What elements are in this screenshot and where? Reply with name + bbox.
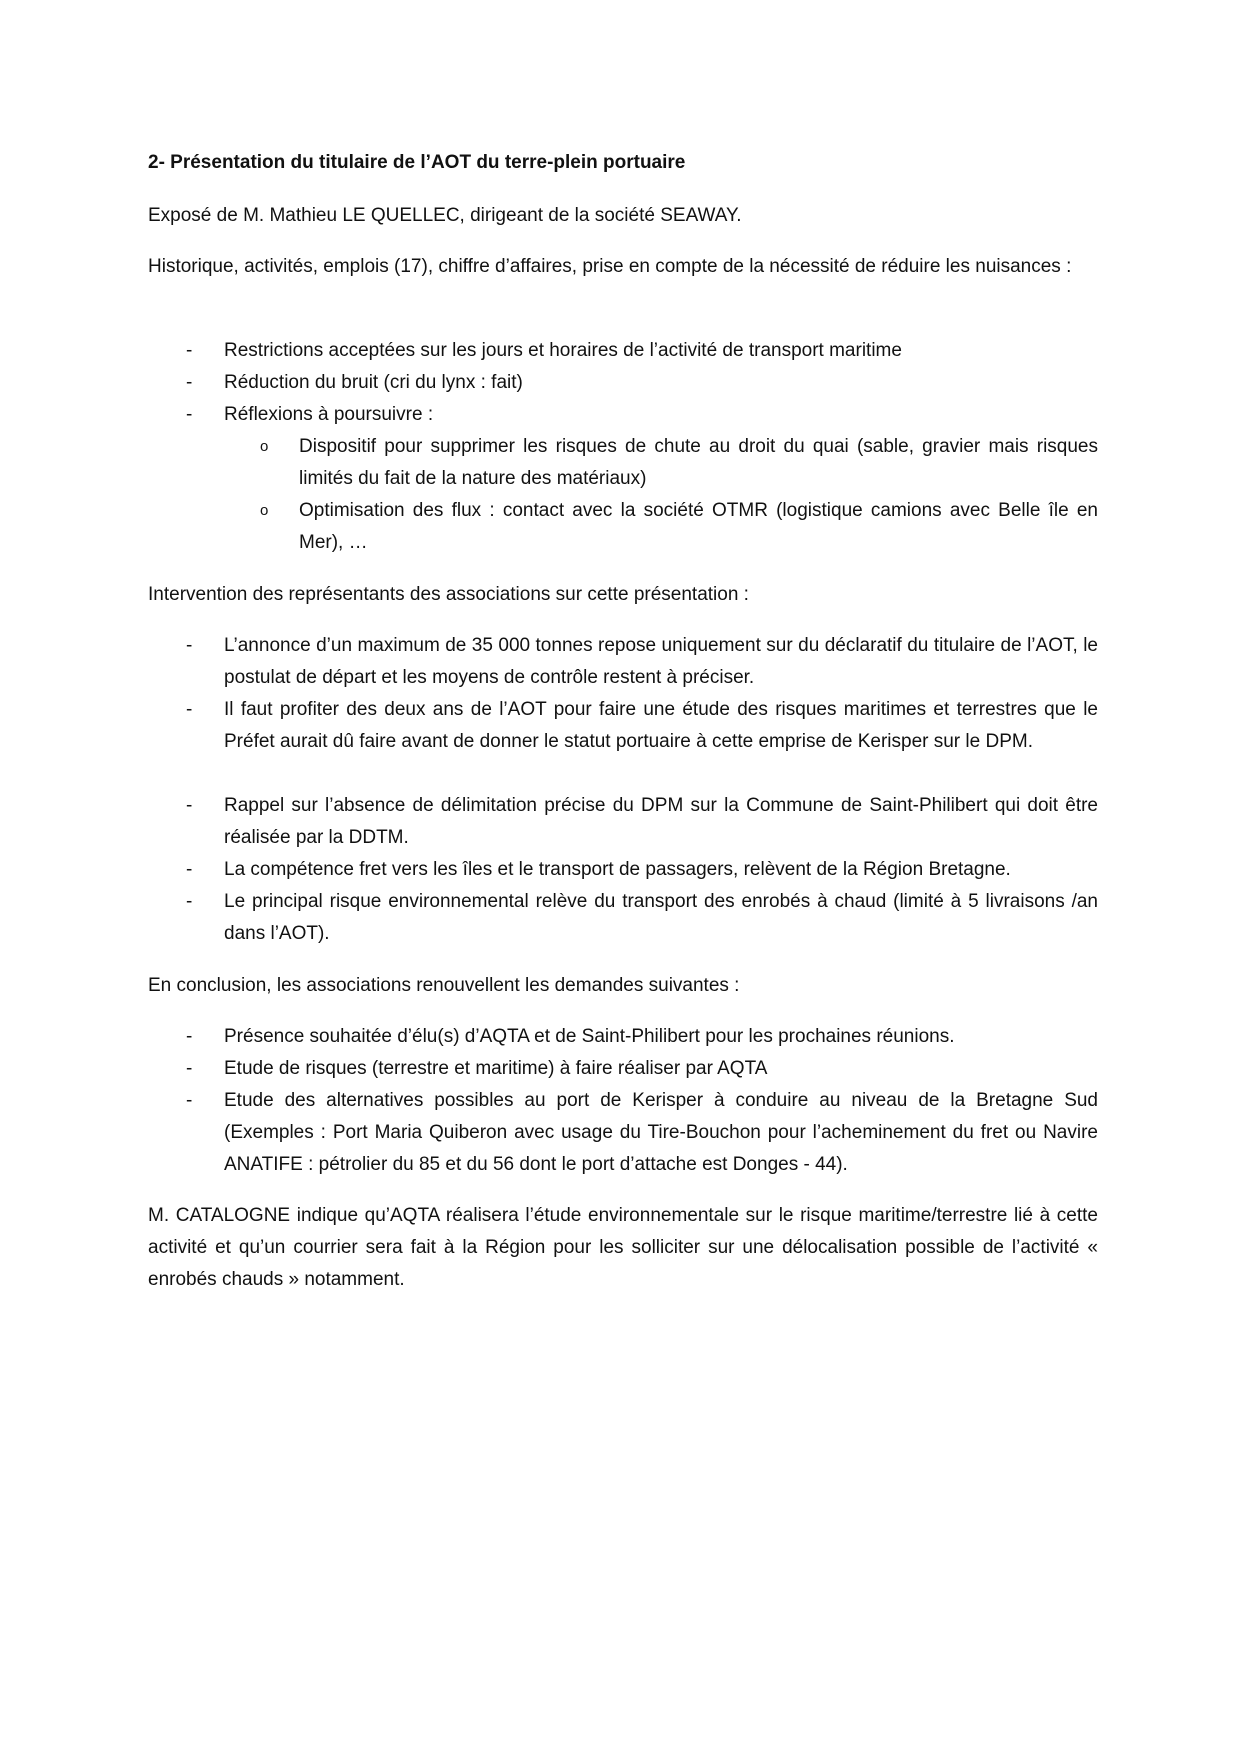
circle-bullet-icon: o xyxy=(260,502,269,519)
section-heading: 2- Présentation du titulaire de l’AOT du terre-plein portuaire xyxy=(148,152,686,173)
dash-bullet-icon: - xyxy=(186,1026,193,1047)
dash-bullet-icon: - xyxy=(186,795,193,816)
interventions-intro: Intervention des représentants des associations sur cette présentation : xyxy=(148,584,749,605)
history-paragraph: Historique, activités, emplois (17), chiffre d’affaires, prise en compte de la nécessité de réduire les nuisances : xyxy=(148,256,1072,277)
dash-bullet-icon: - xyxy=(186,1090,193,1111)
intro-paragraph: Exposé de M. Mathieu LE QUELLEC, dirigeant de la société SEAWAY. xyxy=(148,205,742,226)
conclusion-intro: En conclusion, les associations renouvellent les demandes suivantes : xyxy=(148,975,740,996)
dash-bullet-icon: - xyxy=(186,699,193,720)
dash-bullet-icon: - xyxy=(186,1058,193,1079)
dash-bullet-icon: - xyxy=(186,404,193,425)
dash-bullet-icon: - xyxy=(186,372,193,393)
circle-bullet-icon: o xyxy=(260,438,269,455)
dash-bullet-icon: - xyxy=(186,635,193,656)
dash-bullet-icon: - xyxy=(186,859,193,880)
dash-bullet-icon: - xyxy=(186,891,193,912)
closing-paragraph: M. CATALOGNE indique qu’AQTA réalisera l’étude environnementale sur le risque maritime/terrestre lié à cette activité et qu’un courrier sera fait à la Région pour les solliciter sur une délocalisation possible de l’activité « enrobés chauds » notamment. xyxy=(148,1205,1098,1290)
dash-bullet-icon: - xyxy=(186,340,193,361)
